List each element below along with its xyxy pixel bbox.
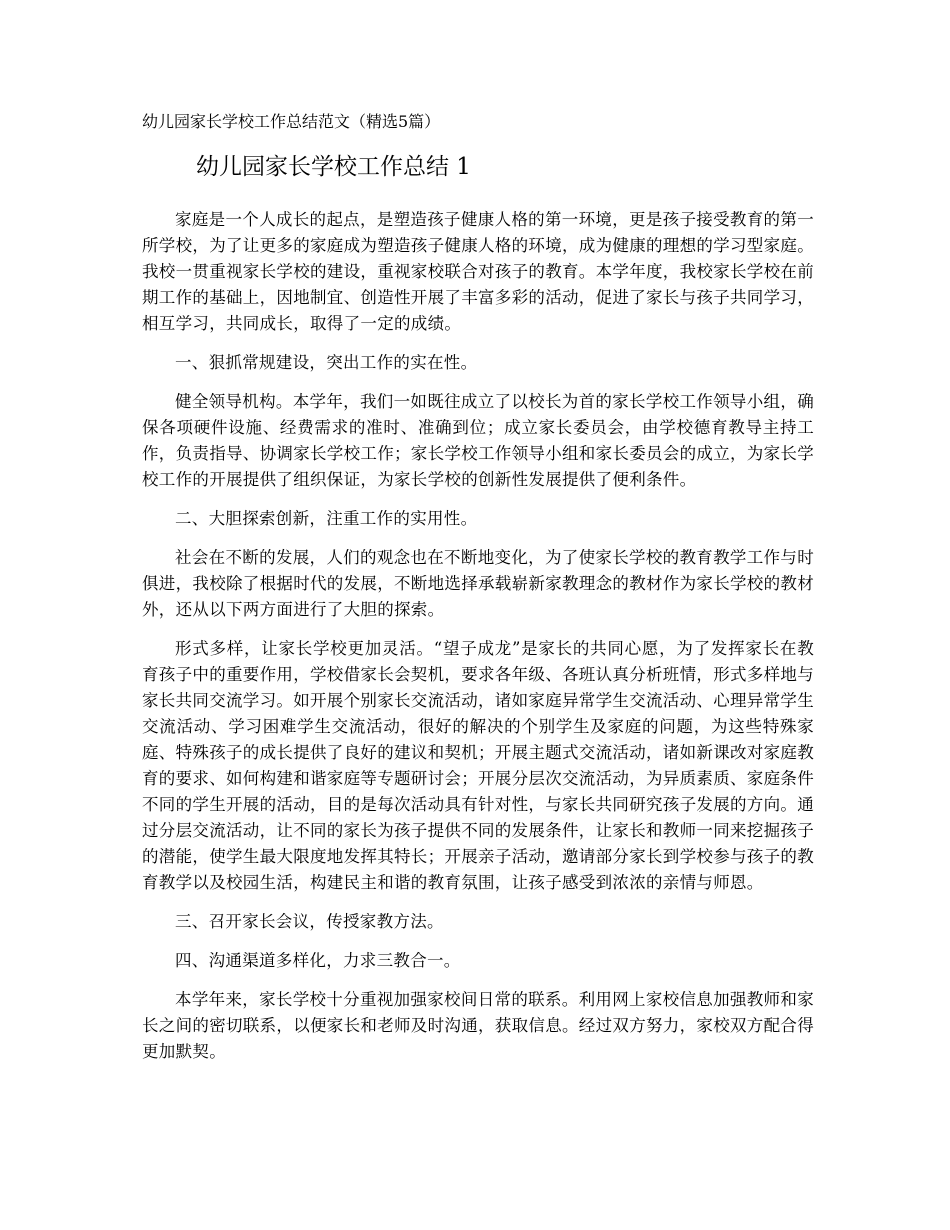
subheading-routine-construction: 一、狠抓常规建设，突出工作的实在性。 <box>175 353 478 372</box>
subheading-parent-meeting: 三、召开家长会议，传授家教方法。 <box>175 912 444 931</box>
section-heading: 幼儿园家长学校工作总结 1 <box>196 154 471 180</box>
subheading-communication: 四、沟通渠道多样化，力求三教合一。 <box>175 951 461 970</box>
paragraph-home-school-contact: 本学年来，家长学校十分重视加强家校间日常的联系。利用网上家校信息加强教师和家长之间的密切联系，以便家长和老师及时沟通，获取信息。经过双方努力，家校双方配合得更加默契。 <box>142 990 814 1061</box>
paragraph-society-development: 社会在不断的发展，人们的观念也在不断地变化，为了使家长学校的教育教学工作与时俱进，我校除了根据时代的发展，不断地选择承载崭新家教理念的教材作为家长学校的教材外，还从以下两方面进行了大胆的探索。 <box>142 548 814 619</box>
document-title: 幼儿园家长学校工作总结范文（精选5篇） <box>142 112 441 131</box>
paragraph-diverse-forms: 形式多样，让家长学校更加灵活。“望子成龙”是家长的共同心愿，为了发挥家长在教育孩子中的重要作用，学校借家长会契机，要求各年级、各班认真分析班情，形式多样地与家长共同交流学习。如开展个别家长交流活动，诸如家庭异常学生交流活动、心理异常学生交流活动、学习困难学生交流活动，很好的解决的个别学生及家庭的问题，为这些特殊家庭、特殊孩子的成长提供了良好的建议和契机；开展主题式交流活动，诸如新课改对家庭教育的要求、如何构建和谐家庭等专题研讨会；开展分层次交流活动，为异质素质、家庭条件不同的学生开展的活动，目的是每次活动具有针对性，与家长共同研究孩子发展的方向。通过分层交流活动，让不同的家长为孩子提供不同的发展条件，让家长和教师一同来挖掘孩子的潜能，使学生最大限度地发挥其特长；开展亲子活动，邀请部分家长到学校参与孩子的教育教学以及校园生活，构建民主和谐的教育氛围，让孩子感受到浓浓的亲情与师恩。 <box>142 639 814 892</box>
paragraph-leadership: 健全领导机构。本学年，我们一如既往成立了以校长为首的家长学校工作领导小组，确保各项硬件设施、经费需求的准时、准确到位；成立家长委员会，由学校德育教导主持工作，负责指导、协调家长学校工作；家长学校工作领导小组和家长委员会的成立，为家长学校工作的开展提供了组织保证，为家长学校的创新性发展提供了便利条件。 <box>142 392 814 489</box>
paragraph-intro: 家庭是一个人成长的起点，是塑造孩子健康人格的第一环境，更是孩子接受教育的第一所学校，为了让更多的家庭成为塑造孩子健康人格的环境，成为健康的理想的学习型家庭。我校一贯重视家长学校的建设，重视家校联合对孩子的教育。本学年度，我校家长学校在前期工作的基础上，因地制宜、创造性开展了丰富多彩的活动，促进了家长与孩子共同学习，相互学习，共同成长，取得了一定的成绩。 <box>142 210 814 333</box>
subheading-innovation: 二、大胆探索创新，注重工作的实用性。 <box>175 509 478 528</box>
document-body <box>142 207 814 1078</box>
